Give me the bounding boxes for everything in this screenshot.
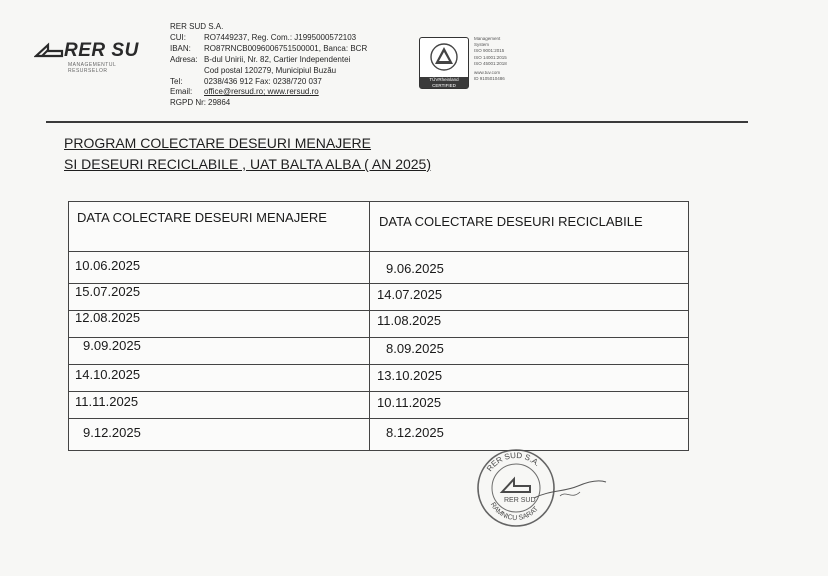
certification-info: Management System ISO 9001:2015 ISO 14001:2015 ISO 45001:2018 www.tuv.com ID 9105010486 — [474, 36, 507, 82]
row-divider — [69, 364, 688, 365]
detail-row: Adresa: B-dul Unirii, Nr. 82, Cartier Independentei — [170, 54, 351, 64]
cell-reciclabile: 10.11.2025 — [377, 395, 442, 410]
certification-band: TÜVRheinland CERTIFIED — [420, 77, 468, 88]
stamp-center-text: RER SUD — [504, 497, 536, 504]
header-menajere: DATA COLECTARE DESEURI MENAJERE — [77, 210, 327, 225]
cell-reciclabile: 8.09.2025 — [386, 341, 444, 356]
document-title — [64, 134, 431, 173]
row-divider — [69, 251, 688, 252]
detail-row-email[interactable]: Email: office@rersud.ro; www.rersud.ro — [170, 87, 319, 97]
row-divider — [69, 310, 688, 311]
row-divider — [69, 337, 688, 338]
cell-reciclabile: 9.06.2025 — [386, 261, 444, 276]
cell-menajere: 9.09.2025 — [83, 338, 141, 353]
title-line-1: PROGRAM COLECTARE DESEURI MENAJERE — [64, 135, 372, 151]
row-divider — [69, 283, 688, 284]
cell-reciclabile: 8.12.2025 — [386, 425, 444, 440]
cell-menajere: 14.10.2025 — [75, 367, 141, 382]
company-details — [170, 22, 367, 109]
company-logo — [34, 40, 144, 76]
cell-menajere: 12.08.2025 — [75, 310, 141, 325]
detail-row: Cod postal 120279, Municipiul Buzău — [204, 65, 337, 75]
cell-reciclabile: 14.07.2025 — [377, 287, 443, 302]
column-divider — [369, 202, 370, 450]
title-line-2: SI DESEURI RECICLABILE , UAT BALTA ALBA ( AN 2025) — [64, 156, 432, 172]
detail-row: IBAN: RO87RNCB0096006751500001, Banca: BCR — [170, 43, 368, 53]
stamp-bottom-text: RAMNICU SARAT — [488, 501, 540, 523]
detail-row: RGPD Nr: 29864 — [170, 98, 231, 108]
logo-wordmark: RER SU — [64, 40, 139, 61]
header-divider — [46, 121, 748, 123]
row-divider — [69, 418, 688, 419]
cell-menajere: 15.07.2025 — [75, 284, 141, 299]
cell-menajere: 9.12.2025 — [83, 425, 141, 440]
stamp-logo-icon — [502, 479, 530, 492]
schedule-table — [68, 201, 689, 451]
company-name: RER SUD S.A. — [170, 22, 224, 31]
certification-badge — [419, 37, 469, 89]
tuv-triangle-icon — [420, 38, 468, 76]
header-reciclabile: DATA COLECTARE DESEURI RECICLABILE — [379, 214, 643, 229]
cell-reciclabile: 11.08.2025 — [377, 313, 442, 328]
row-divider — [69, 391, 688, 392]
cell-menajere: 11.11.2025 — [75, 394, 139, 409]
signature-mark — [530, 470, 610, 510]
detail-row: CUI: RO7449237, Reg. Com.: J1995000572103 — [170, 32, 357, 42]
logo-tagline: MANAGEMENTUL RESURSELOR — [68, 62, 117, 74]
detail-row: Tel: 0238/436 912 Fax: 0238/720 037 — [170, 76, 322, 86]
cell-reciclabile: 13.10.2025 — [377, 368, 443, 383]
logo-arrow-icon — [34, 42, 66, 60]
cell-menajere: 10.06.2025 — [75, 258, 141, 273]
stamp-top-text: RER SUD S.A. — [485, 450, 542, 474]
